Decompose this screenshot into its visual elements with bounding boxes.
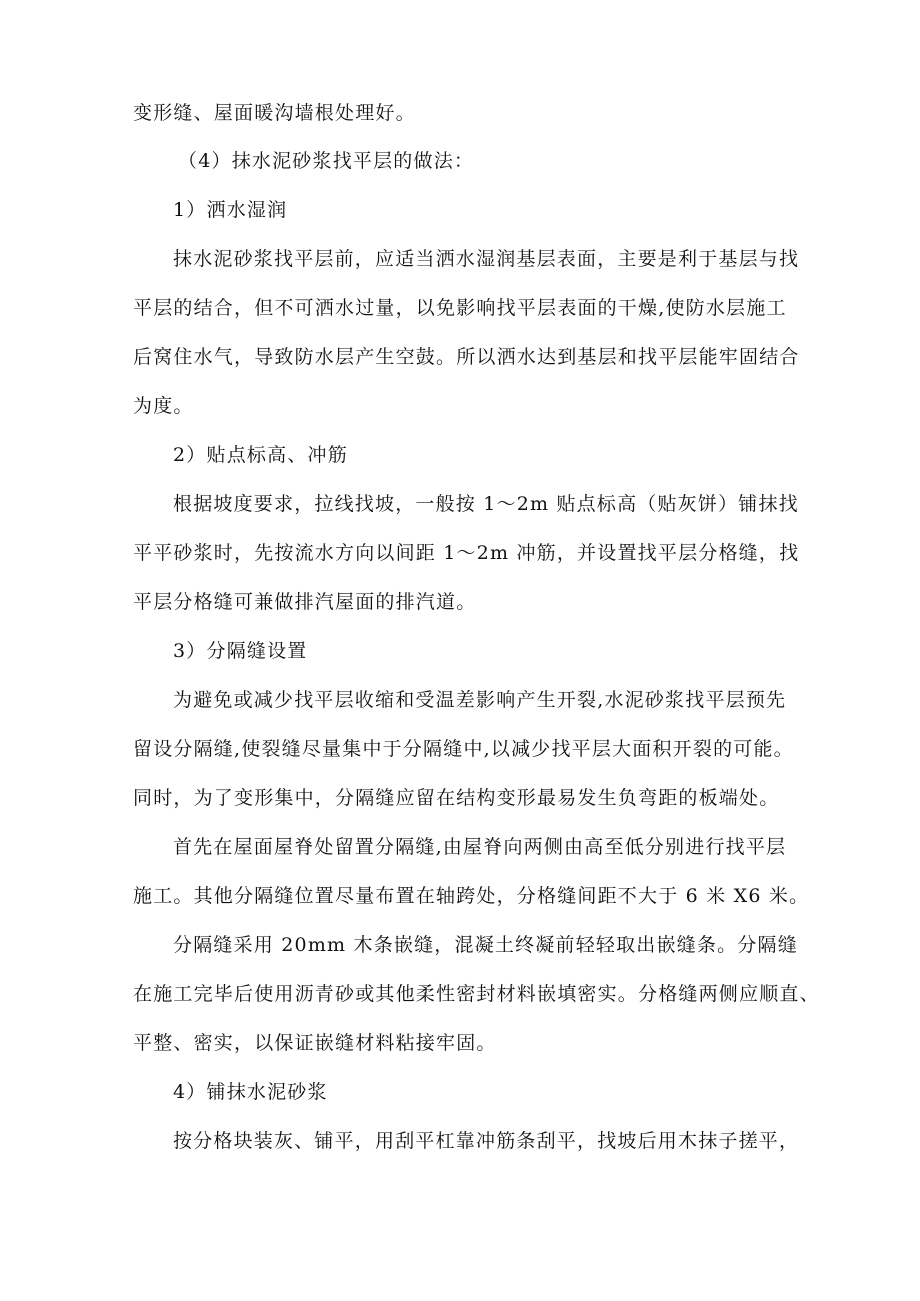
paragraph-line: 分隔缝采用 20mm 木条嵌缝，混凝土终凝前轻轻取出嵌缝条。分隔缝: [173, 934, 798, 956]
paragraph-line: 平层的结合，但不可洒水过量，以免影响找平层表面的干燥,使防水层施工: [133, 297, 787, 319]
paragraph-line: 后窝住水气，导致防水层产生空鼓。所以洒水达到基层和找平层能牢固结合: [133, 346, 800, 368]
paragraph-line: 施工。其他分隔缝位置尽量布置在轴跨处，分格缝间距不大于 6 米 X6 米。: [133, 885, 810, 907]
paragraph-line: 在施工完毕后使用沥青砂或其他柔性密封材料嵌填密实。分格缝两侧应顺直、: [133, 983, 820, 1005]
section-heading: （4）抹水泥砂浆找平层的做法：: [178, 150, 475, 172]
paragraph-line: 根据坡度要求，拉线找坡，一般按 1～2m 贴点标高（贴灰饼）铺抹找: [173, 493, 799, 515]
paragraph-line: 抹水泥砂浆找平层前，应适当洒水湿润基层表面，主要是利于基层与找: [173, 248, 800, 270]
paragraph-line: 为度。: [133, 395, 194, 417]
paragraph-line: 平整、密实，以保证嵌缝材料粘接牢固。: [133, 1032, 497, 1054]
subsection-heading: 4）铺抹水泥砂浆: [173, 1081, 328, 1103]
paragraph-line: 按分格块装灰、铺平，用刮平杠靠冲筋条刮平，找坡后用木抹子搓平，: [173, 1130, 800, 1152]
paragraph-line: 同时，为了变形集中，分隔缝应留在结构变形最易发生负弯距的板端处。: [133, 787, 780, 809]
subsection-heading: 1）洒水湿润: [173, 199, 288, 221]
subsection-heading: 2）贴点标高、冲筋: [173, 444, 348, 466]
paragraph-line: 首先在屋面屋脊处留置分隔缝,由屋脊向两侧由高至低分别进行找平层: [173, 836, 787, 858]
subsection-heading: 3）分隔缝设置: [173, 640, 308, 662]
paragraph-line: 留设分隔缝,使裂缝尽量集中于分隔缝中,以减少找平层大面积开裂的可能。: [133, 738, 794, 760]
paragraph-line: 平平砂浆时，先按流水方向以间距 1～2m 冲筋，并设置找平层分格缝，找: [133, 542, 800, 564]
paragraph-line: 平层分格缝可兼做排汽屋面的排汽道。: [133, 591, 477, 613]
paragraph-line: 变形缝、屋面暖沟墙根处理好。: [133, 102, 416, 124]
paragraph-line: 为避免或减少找平层收缩和受温差影响产生开裂,水泥砂浆找平层预先: [173, 689, 787, 711]
